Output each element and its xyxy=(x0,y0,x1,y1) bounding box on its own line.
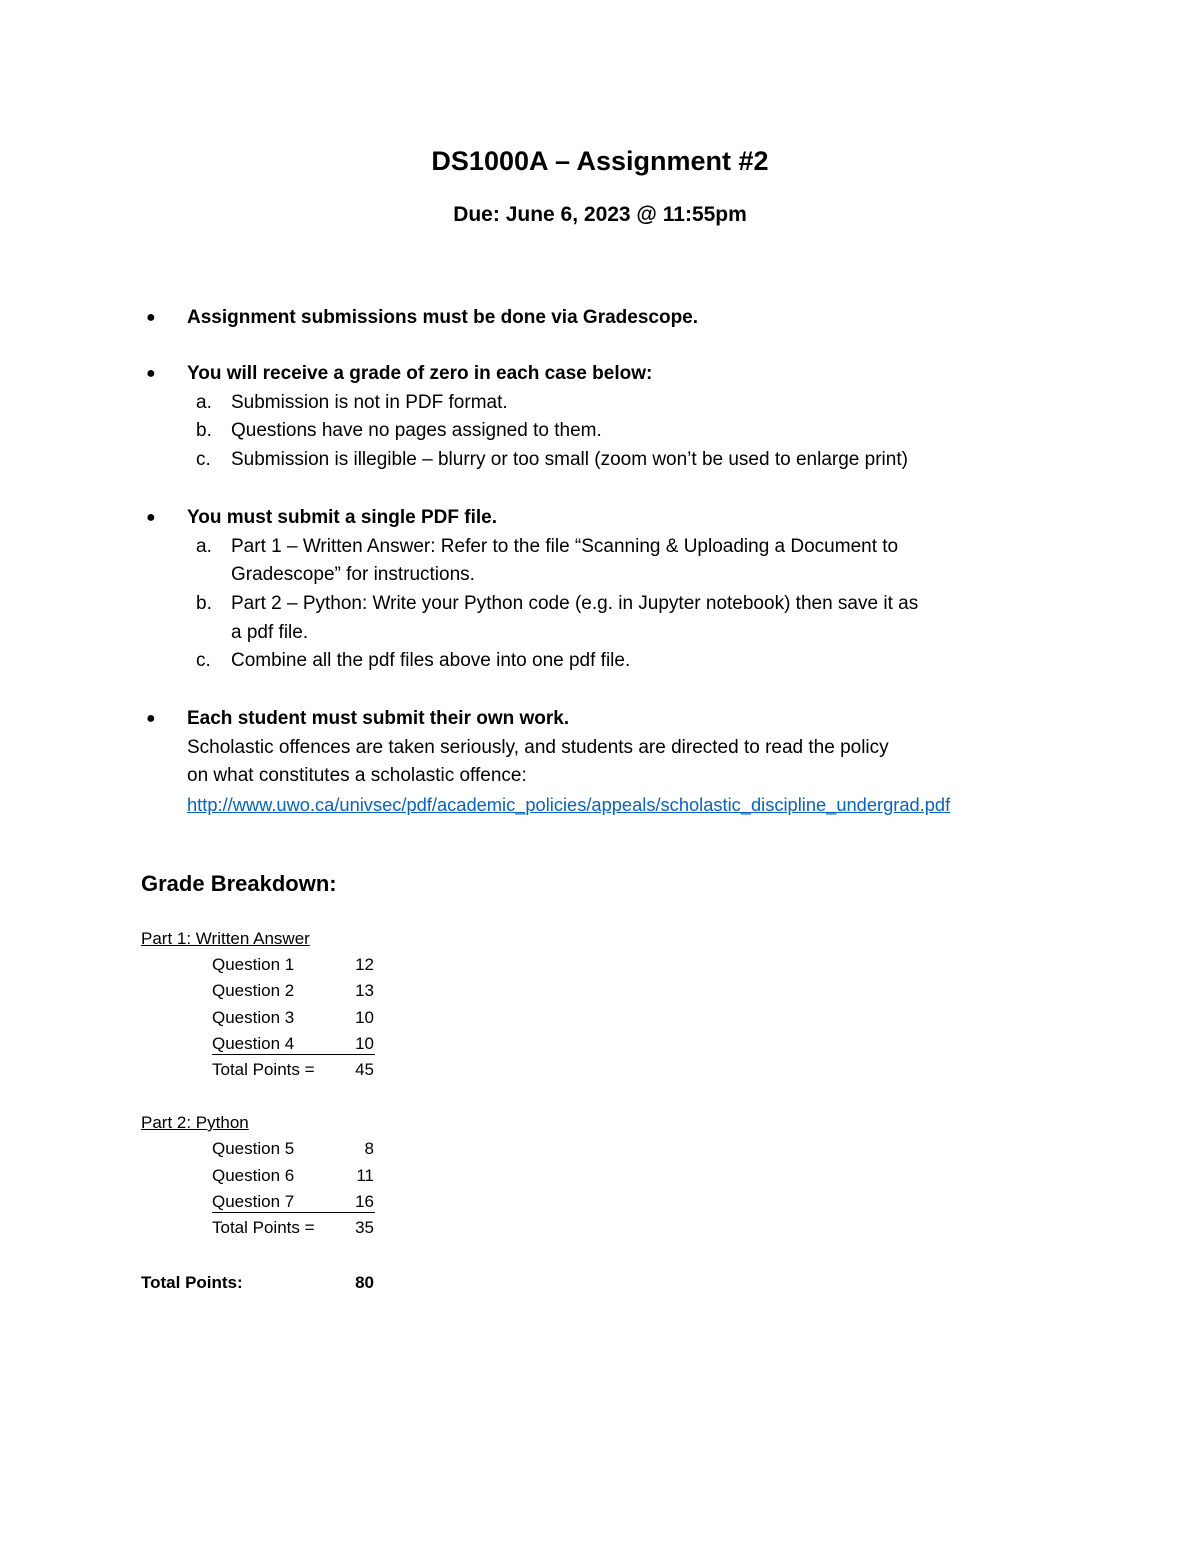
single-pdf-heading: You must submit a single PDF file. xyxy=(187,507,498,528)
list-marker: c. xyxy=(196,650,211,671)
list-item: Combine all the pdf files above into one pdf file. xyxy=(231,650,631,671)
list-item: Submission is not in PDF format. xyxy=(231,392,508,413)
question-label: Question 2 xyxy=(212,981,295,1000)
list-item-continuation: Gradescope” for instructions. xyxy=(231,564,475,585)
question-points: 16 xyxy=(355,1192,374,1211)
list-marker: a. xyxy=(196,392,212,413)
own-work-heading: Each student must submit their own work. xyxy=(187,708,570,729)
list-marker: b. xyxy=(196,593,212,614)
question-label: Question 7 xyxy=(212,1192,295,1211)
policy-text: on what constitutes a scholastic offence: xyxy=(187,765,527,786)
policy-text: Scholastic offences are taken seriously, and students are directed to read the policy xyxy=(187,737,889,758)
list-item: Submission is illegible – blurry or too small (zoom won’t be used to enlarge print) xyxy=(231,449,908,470)
list-item: Part 2 – Python: Write your Python code (e.g. in Jupyter notebook) then save it as xyxy=(231,593,919,614)
total-points: 35 xyxy=(355,1218,374,1237)
list-marker: b. xyxy=(196,420,212,441)
policy-link[interactable]: http://www.uwo.ca/univsec/pdf/academic_policies/appeals/scholastic_discipline_undergrad.pdf xyxy=(187,794,951,815)
question-label: Question 5 xyxy=(212,1139,295,1158)
part1-heading: Part 1: Written Answer xyxy=(141,929,310,948)
zero-grade-heading: You will receive a grade of zero in each case below: xyxy=(187,363,653,384)
total-label: Total Points = xyxy=(212,1218,315,1237)
due-date: Due: June 6, 2023 @ 11:55pm xyxy=(453,203,747,226)
grade-breakdown-heading: Grade Breakdown: xyxy=(141,871,337,896)
question-points: 10 xyxy=(355,1034,374,1053)
list-marker: a. xyxy=(196,536,212,557)
question-points: 13 xyxy=(355,981,374,1000)
part2-heading: Part 2: Python xyxy=(141,1113,249,1132)
grand-total-label: Total Points: xyxy=(141,1273,243,1292)
question-label: Question 6 xyxy=(212,1166,295,1185)
question-points: 8 xyxy=(364,1139,374,1158)
document-title: DS1000A – Assignment #2 xyxy=(431,146,769,176)
list-item: Part 1 – Written Answer: Refer to the file “Scanning & Uploading a Document to xyxy=(231,536,899,557)
bullet-icon: ● xyxy=(146,509,156,526)
bullet-icon: ● xyxy=(146,365,156,382)
total-points: 45 xyxy=(355,1060,374,1079)
bullet-icon: ● xyxy=(146,309,156,326)
total-label: Total Points = xyxy=(212,1060,315,1079)
question-label: Question 3 xyxy=(212,1008,295,1027)
question-points: 12 xyxy=(355,955,374,974)
grand-total-points: 80 xyxy=(355,1273,374,1292)
subtotal-rule xyxy=(212,1054,375,1055)
list-item-continuation: a pdf file. xyxy=(231,622,309,643)
subtotal-rule xyxy=(212,1212,375,1213)
bullet-icon: ● xyxy=(146,710,156,727)
question-label: Question 4 xyxy=(212,1034,295,1053)
list-item: Questions have no pages assigned to them. xyxy=(231,420,602,441)
question-points: 11 xyxy=(356,1166,374,1185)
submission-requirement: Assignment submissions must be done via Gradescope. xyxy=(187,307,699,328)
question-points: 10 xyxy=(355,1008,374,1027)
list-marker: c. xyxy=(196,449,211,470)
question-label: Question 1 xyxy=(212,955,295,974)
